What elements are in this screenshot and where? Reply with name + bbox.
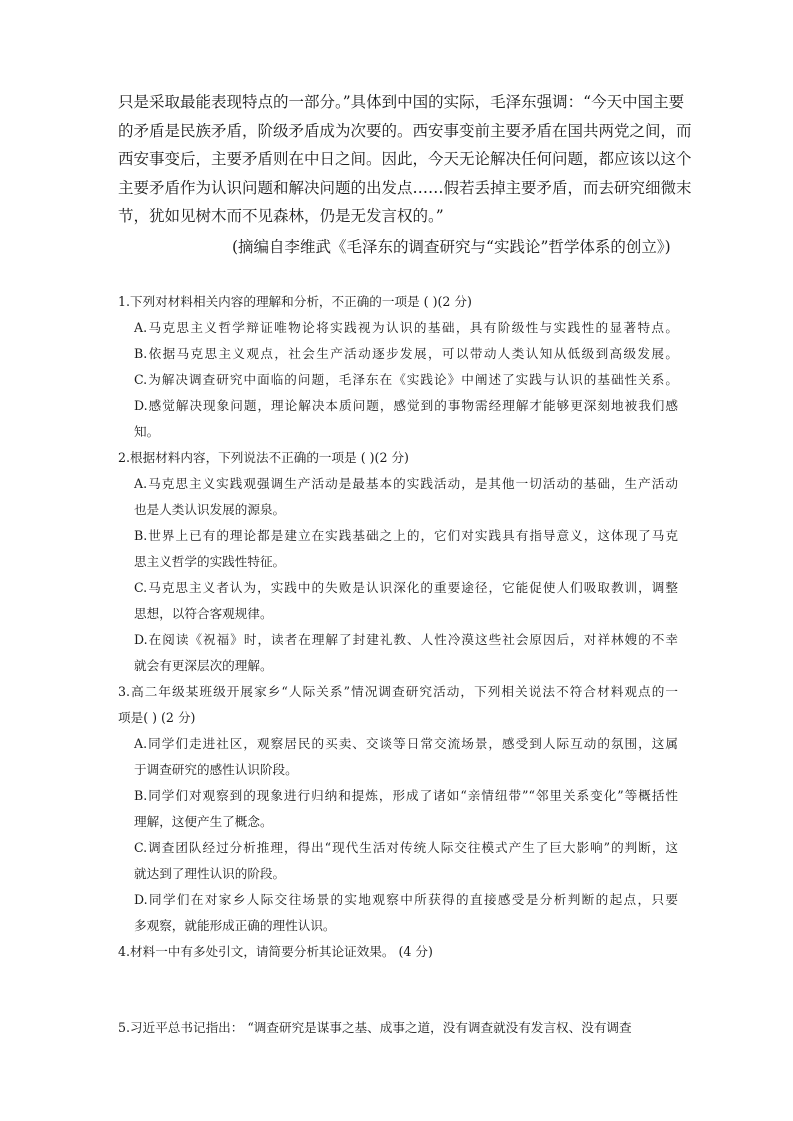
option-c-continued: 就达到了理性认识的阶段。 — [134, 866, 286, 881]
option-b-continued: 理解，这便产生了概念。 — [134, 814, 273, 829]
option-d-continued: 多观察，就能形成正确的理性认识。 — [134, 918, 336, 933]
option-b: B.依据马克思主义观点，社会生产活动逐步发展，可以带动人类认知从低级到高级发展。 — [134, 346, 678, 361]
option-d-continued: 就会有更深层次的理解。 — [134, 658, 273, 673]
question-stem: 3.高二年级某班级开展家乡“人际关系”情况调查研究活动，下列相关说法不符合材料观点的一 — [118, 684, 678, 699]
option-c: C.为解决调查研究中面临的问题，毛泽东在《实践论》中阐述了实践与认识的基础性关系。 — [134, 372, 678, 387]
option-a-continued: 也是人类认识发展的源泉。 — [134, 502, 286, 517]
passage-line: 西安事变后，主要矛盾则在中日之间。因此，今天无论解决任何问题，都应该以这个 — [118, 150, 692, 168]
question-stem: 2.根据材料内容，下列说法不正确的一项是 ( )(2 分) — [118, 450, 409, 465]
option-d: D.感觉解决现象问题，理论解决本质问题，感觉到的事物需经理解才能够更深刻地被我们感 — [134, 398, 678, 413]
question-stem: 4.材料一中有多处引文，请简要分析其论证效果。 (4 分) — [118, 944, 433, 959]
option-d: D.在阅读《祝福》时，读者在理解了封建礼教、人性冷漠这些社会原因后，对祥林嫂的不幸 — [134, 632, 678, 647]
option-d-continued: 知。 — [134, 424, 160, 439]
question-5 — [118, 1015, 678, 1041]
option-c: C.调查团队经过分析推理，得出“现代生活对传统人际交往模式产生了巨大影响”的判断，这 — [134, 840, 678, 855]
question-stem: 1.下列对材料相关内容的理解和分析，不正确的一项是 ( )(2 分) — [118, 294, 472, 309]
option-c-continued: 思想，以符合客观规律。 — [134, 606, 273, 621]
option-c: C.马克思主义者认为，实践中的失败是认识深化的重要途径，它能促使人们吸取教训，调整 — [134, 580, 678, 595]
option-b: B.世界上已有的理论都是建立在实践基础之上的，它们对实践具有指导意义，这体现了马克 — [134, 528, 678, 543]
question-2 — [118, 445, 678, 679]
passage-text — [118, 88, 692, 231]
question-stem: 5.习近平总书记指出： “调查研究是谋事之基、成事之道，没有调查就没有发言权、没有调查 — [118, 1020, 632, 1035]
question-1 — [118, 289, 678, 445]
passage-line: 只是采取最能表现特点的一部分。”具体到中国的实际，毛泽东强调：“今天中国主要 — [118, 93, 685, 111]
question-3 — [118, 679, 678, 939]
option-b-continued: 思主义哲学的实践性特征。 — [134, 554, 286, 569]
question-4 — [118, 939, 678, 965]
passage-line: 节，犹如见树木而不见森林，仍是无发言权的。” — [118, 207, 444, 225]
option-a: A.马克思主义哲学辩证唯物论将实践视为认识的基础，具有阶级性与实践性的显著特点。 — [134, 320, 678, 335]
option-a: A.同学们走进社区，观察居民的买卖、交谈等日常交流场景，感受到人际互动的氛围，这属 — [134, 736, 678, 751]
option-d: D.同学们在对家乡人际交往场景的实地观察中所获得的直接感受是分析判断的起点，只要 — [134, 892, 678, 907]
option-a: A.马克思主义实践观强调生产活动是最基本的实践活动，是其他一切活动的基础，生产活动 — [134, 476, 678, 491]
passage-line: 的矛盾是民族矛盾，阶级矛盾成为次要的。西安事变前主要矛盾在国共两党之间，而 — [118, 121, 692, 140]
source-citation: (摘编自李维武《毛泽东的调查研究与“实践论”哲学体系的创立》) — [232, 238, 671, 256]
question-stem-continued: 项是( ) (2 分) — [118, 710, 196, 725]
passage-line: 主要矛盾作为认识问题和解决问题的出发点……假若丢掉主要矛盾，而去研究细微末 — [118, 178, 692, 197]
option-b: B.同学们对观察到的现象进行归纳和提炼，形成了诸如“亲情纽带”“邻里关系变化”等概括性 — [134, 788, 678, 803]
option-a-continued: 于调查研究的感性认识阶段。 — [134, 762, 298, 777]
